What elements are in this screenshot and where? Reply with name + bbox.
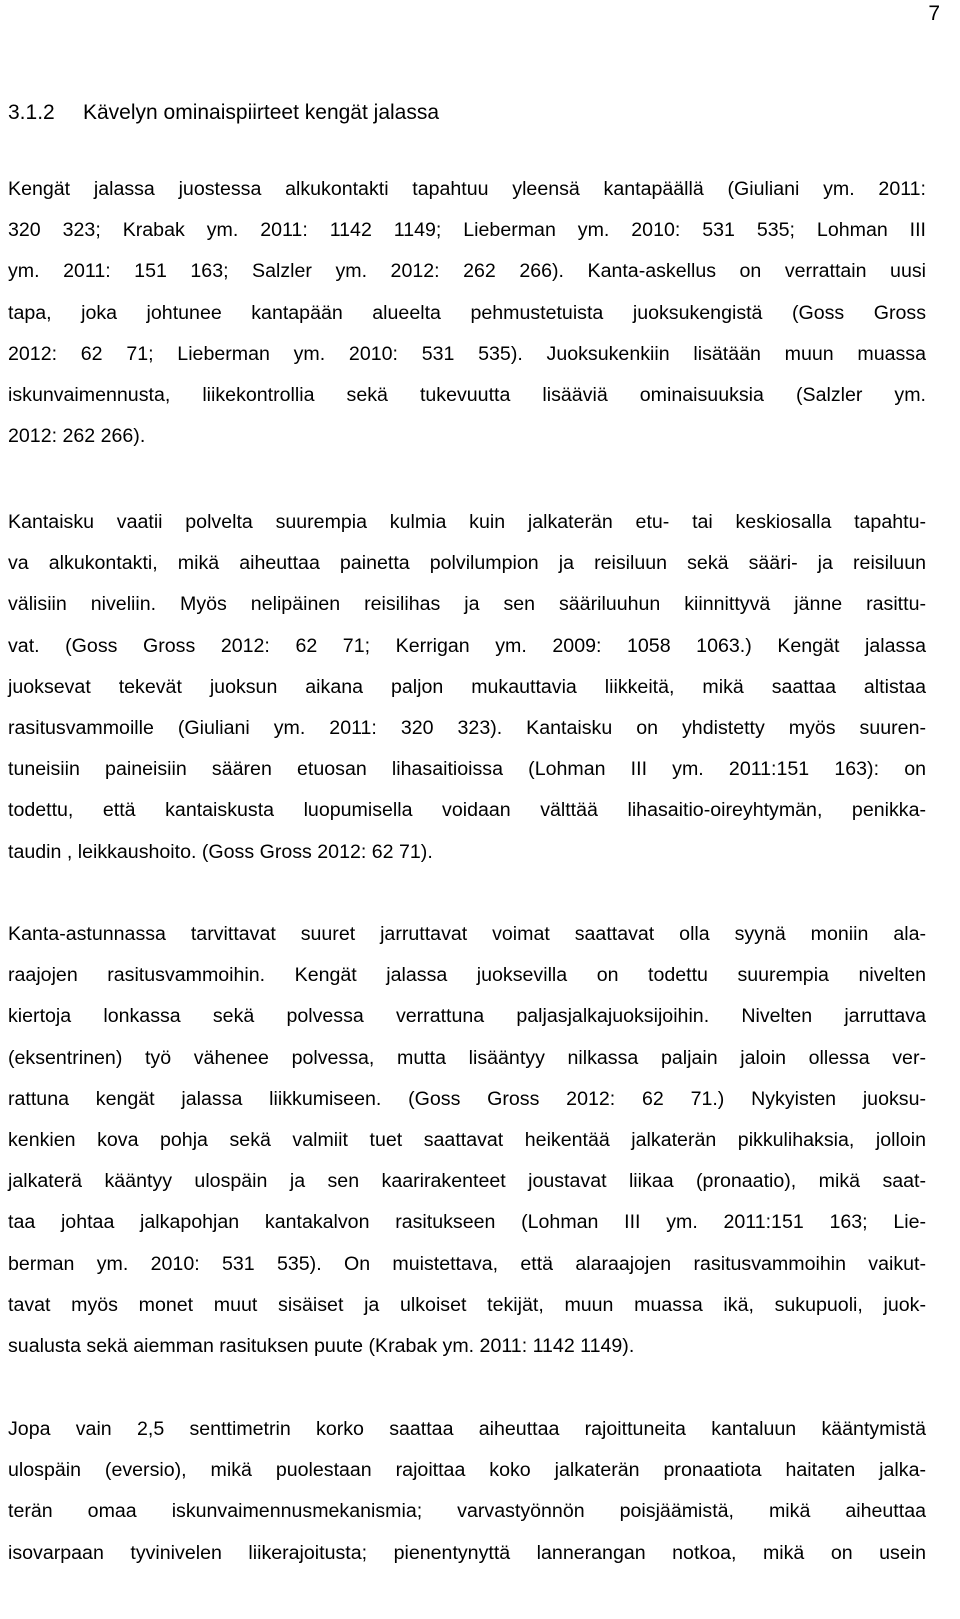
paragraph-4	[8, 1414, 926, 1579]
section-title: Kävelyn ominaispiirteet kengät jalassa	[83, 101, 440, 124]
text-line: juoksevat tekevät juoksun aikana paljon mukauttavia liikkeitä, mikä saattaa altistaa	[8, 675, 926, 698]
text-line: taa johtaa jalkapohjan kantakalvon rasitukseen (Lohman III ym. 2011:151 163; Lie-	[8, 1211, 926, 1234]
text-line: Jopa vain 2,5 senttimetrin korko saattaa aiheuttaa rajoittuneita kantaluun kääntymistä	[8, 1418, 926, 1440]
text-line: vat. (Goss Gross 2012: 62 71; Kerrigan ym. 2009: 1058 1063.) Kengät jalassa	[8, 634, 926, 657]
text-line: kenkien kova pohja sekä valmiit tuet saattavat heikentää jalkaterän pikkulihaksia, jolloin	[8, 1128, 926, 1151]
text-line: jalkaterä kääntyy ulospäin ja sen kaarirakenteet joustavat liikaa (pronaatio), mikä saat-	[8, 1170, 926, 1193]
text-line: todettu, että kantaiskusta luopumisella voidaan välttää lihasaitio-oireyhtymän, penikka-	[8, 799, 926, 822]
text-line: terän omaa iskunvaimennusmekanismia; varvastyönnön poisjäämistä, mikä aiheuttaa	[8, 1500, 926, 1523]
page-number: 7	[928, 2, 940, 25]
text-line: välisiin niveliin. Myös nelipäinen reisilihas ja sen sääriluuhun kiinnittyvä jänne rasittu-	[8, 593, 926, 616]
paragraph-2	[8, 507, 926, 878]
text-line: raajojen rasitusvammoihin. Kengät jalassa juoksevilla on todettu suurempia nivelten	[8, 964, 926, 987]
text-line: Kantaisku vaatii polvelta suurempia kulmia kuin jalkaterän etu- tai keskiosalla tapahtu-	[8, 511, 926, 533]
text-line: tapa, joka johtunee kantapään alueelta pehmustetuista juoksukengistä (Goss Gross	[8, 301, 926, 324]
text-line: taudin , leikkaushoito. (Goss Gross 2012: 62 71).	[8, 840, 433, 863]
text-line: (eksentrinen) työ vähenee polvessa, mutta lisääntyy nilkassa paljain jaloin ollessa ver-	[8, 1046, 926, 1069]
text-line: ym. 2011: 151 163; Salzler ym. 2012: 262 266). Kanta-askellus on verrattain uusi	[8, 260, 926, 283]
paragraph-3	[8, 919, 926, 1372]
text-line: 2012: 62 71; Lieberman ym. 2010: 531 535). Juoksukenkiin lisätään muun muassa	[8, 342, 926, 365]
section-heading	[8, 97, 439, 129]
text-line: kiertoja lonkassa sekä polvessa verrattuna paljasjalkajuoksijoihin. Nivelten jarruttava	[8, 1005, 926, 1028]
text-line: berman ym. 2010: 531 535). On muistettava, että alaraajojen rasitusvammoihin vaikut-	[8, 1252, 926, 1275]
text-line: rasitusvammoille (Giuliani ym. 2011: 320 323). Kantaisku on yhdistetty myös suuren-	[8, 716, 926, 739]
text-line: Kanta-astunnassa tarvittavat suuret jarruttavat voimat saattavat olla syynä moniin ala-	[8, 923, 926, 945]
text-line: iskunvaimennusta, liikekontrollia sekä tukevuutta lisääviä ominaisuuksia (Salzler ym.	[8, 383, 926, 406]
text-line: sualusta sekä aiemman rasituksen puute (Krabak ym. 2011: 1142 1149).	[8, 1334, 635, 1357]
text-line: tuneisiin paineisiin säären etuosan lihasaitioissa (Lohman III ym. 2011:151 163): on	[8, 758, 926, 781]
text-line: 320 323; Krabak ym. 2011: 1142 1149; Lieberman ym. 2010: 531 535; Lohman III	[8, 219, 926, 242]
text-line: Kengät jalassa juostessa alkukontakti tapahtuu yleensä kantapäällä (Giuliani ym. 2011:	[8, 178, 926, 200]
text-line: ulospäin (eversio), mikä puolestaan rajoittaa koko jalkaterän pronaatiota haitaten jalka-	[8, 1459, 926, 1482]
text-line: va alkukontakti, mikä aiheuttaa painetta polvilumpion ja reisiluun sekä sääri- ja reisiluun	[8, 552, 926, 575]
text-line: rattuna kengät jalassa liikkumiseen. (Goss Gross 2012: 62 71.) Nykyisten juoksu-	[8, 1087, 926, 1110]
paragraph-1	[8, 174, 926, 462]
section-number: 3.1.2	[8, 101, 55, 124]
text-line: 2012: 262 266).	[8, 425, 146, 448]
text-line: tavat myös monet muut sisäiset ja ulkoiset tekijät, muun muassa ikä, sukupuoli, juok-	[8, 1293, 926, 1316]
text-line: isovarpaan tyvinivelen liikerajoitusta; pienentynyttä lannerangan notkoa, mikä on usein	[8, 1541, 926, 1564]
